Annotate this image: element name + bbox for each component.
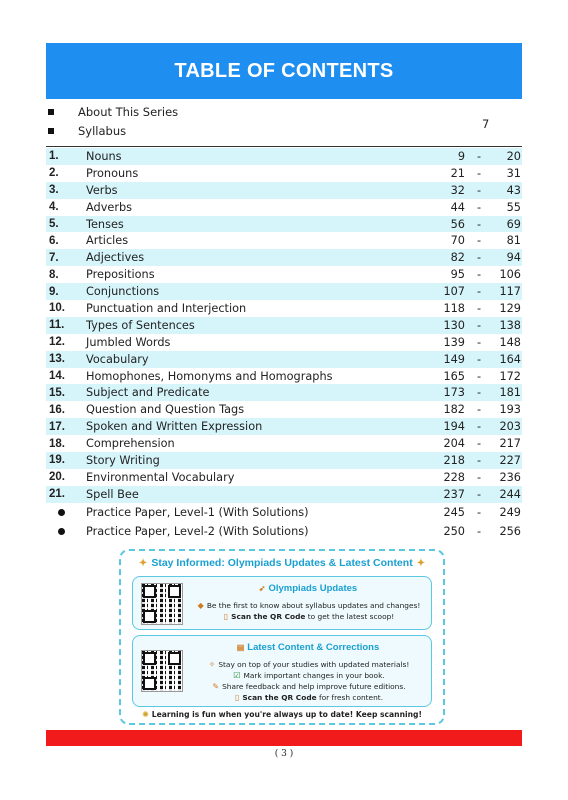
chapter-number: 13. bbox=[49, 353, 65, 366]
chapter-title: Verbs bbox=[86, 183, 118, 197]
qr-code-icon[interactable] bbox=[141, 650, 183, 692]
page-range-dash: - bbox=[476, 437, 482, 451]
start-page: 56 bbox=[450, 217, 465, 231]
end-page: 236 bbox=[499, 470, 521, 484]
phone-icon: ▯ bbox=[223, 612, 229, 621]
practice-paper-title: Practice Paper, Level-1 (With Solutions) bbox=[86, 505, 309, 519]
toc-row[interactable] bbox=[46, 384, 522, 401]
chapter-title: Articles bbox=[86, 234, 129, 248]
end-page: 164 bbox=[499, 352, 521, 366]
start-page: 21 bbox=[450, 166, 465, 180]
page-range-dash: - bbox=[476, 301, 482, 315]
books-icon: ▤ bbox=[236, 643, 245, 652]
toc-row[interactable] bbox=[46, 300, 522, 317]
panel-text: ☑ Mark important changes in your book. bbox=[233, 671, 385, 680]
lightbulb-icon: ✺ bbox=[142, 710, 149, 719]
page-range-dash: - bbox=[476, 234, 482, 248]
start-page: 9 bbox=[457, 149, 465, 163]
page-range-dash: - bbox=[476, 166, 482, 180]
rocket-icon: ➶ bbox=[258, 584, 266, 593]
chapter-title: Tenses bbox=[86, 217, 124, 231]
start-page: 165 bbox=[443, 369, 465, 383]
qr-code-icon[interactable] bbox=[141, 583, 183, 625]
end-page: 129 bbox=[499, 301, 521, 315]
chapter-number: 5. bbox=[49, 218, 59, 230]
page-range-dash: - bbox=[476, 251, 482, 265]
party-popper-icon: ✦ bbox=[138, 558, 148, 569]
chapter-number: 12. bbox=[49, 336, 65, 349]
start-page: 130 bbox=[443, 318, 465, 332]
chapter-title: Comprehension bbox=[86, 437, 175, 451]
panel-heading: ➶ Olympiads Updates bbox=[258, 583, 358, 594]
start-page: 32 bbox=[450, 183, 465, 197]
chapter-title: Story Writing bbox=[86, 453, 160, 467]
start-page: 250 bbox=[443, 524, 465, 538]
toc-row[interactable] bbox=[46, 401, 522, 418]
chapter-title: Types of Sentences bbox=[86, 318, 195, 332]
page-range-dash: - bbox=[476, 335, 482, 349]
header-banner bbox=[46, 43, 522, 99]
toc-row[interactable] bbox=[46, 334, 522, 351]
page-range-dash: - bbox=[476, 352, 482, 366]
end-page: 117 bbox=[499, 285, 521, 299]
square-bullet-icon bbox=[48, 109, 54, 115]
practice-paper-title: Practice Paper, Level-2 (With Solutions) bbox=[86, 524, 309, 538]
page-range-dash: - bbox=[476, 200, 482, 214]
chapter-title: Environmental Vocabulary bbox=[86, 470, 235, 484]
chapter-title: Pronouns bbox=[86, 166, 139, 180]
end-page: 203 bbox=[499, 420, 521, 434]
end-page: 94 bbox=[506, 251, 521, 265]
page-range-dash: - bbox=[476, 453, 482, 467]
divider bbox=[46, 146, 522, 147]
practice-paper-row[interactable] bbox=[46, 503, 522, 522]
toc-row[interactable] bbox=[46, 266, 522, 283]
footer-bar bbox=[46, 730, 522, 746]
page-number: ( 3 ) bbox=[274, 749, 294, 759]
toc-row[interactable] bbox=[46, 469, 522, 486]
chapter-title: Subject and Predicate bbox=[86, 386, 210, 400]
start-page: 95 bbox=[450, 268, 465, 282]
chapter-title: Question and Question Tags bbox=[86, 403, 245, 417]
start-page: 204 bbox=[443, 437, 465, 451]
end-page: 138 bbox=[499, 318, 521, 332]
chapter-number: 15. bbox=[49, 386, 65, 399]
bullet-cell bbox=[46, 528, 86, 535]
page-range-dash: - bbox=[476, 470, 482, 484]
chapter-title: Homophones, Homonyms and Homographs bbox=[86, 369, 333, 383]
updates-box bbox=[119, 549, 445, 725]
toc-row[interactable] bbox=[46, 418, 522, 435]
page-range-dash: - bbox=[476, 217, 482, 231]
chapter-number: 20. bbox=[49, 471, 65, 484]
toc-row[interactable] bbox=[46, 199, 522, 216]
toc-row[interactable] bbox=[46, 351, 522, 368]
toc-row[interactable] bbox=[46, 317, 522, 334]
chapter-number: 3. bbox=[49, 184, 59, 197]
page-range-dash: - bbox=[476, 285, 482, 299]
chapter-title: Punctuation and Interjection bbox=[86, 301, 247, 315]
end-page: 81 bbox=[506, 234, 521, 248]
memo-icon: ✎ bbox=[212, 682, 220, 691]
start-page: 245 bbox=[443, 505, 465, 519]
chapter-number: 10. bbox=[49, 302, 65, 315]
toc-row[interactable] bbox=[46, 216, 522, 233]
bullet-cell bbox=[46, 509, 86, 516]
start-page: 149 bbox=[443, 352, 465, 366]
start-page: 228 bbox=[443, 470, 465, 484]
start-page: 194 bbox=[443, 420, 465, 434]
toc-row[interactable] bbox=[46, 486, 522, 503]
chapter-title: Prepositions bbox=[86, 268, 155, 282]
chapter-number: 18. bbox=[49, 437, 65, 450]
start-page: 182 bbox=[443, 403, 465, 417]
end-page: 181 bbox=[499, 386, 521, 400]
round-bullet-icon bbox=[58, 528, 65, 535]
chapter-number: 8. bbox=[49, 268, 59, 281]
end-page: 43 bbox=[506, 183, 521, 197]
end-page: 244 bbox=[499, 487, 521, 501]
panel-text: ▯ Scan the QR Code for fresh content. bbox=[234, 693, 384, 702]
start-page: 44 bbox=[450, 200, 465, 214]
phone-icon: ▯ bbox=[234, 693, 240, 702]
chapter-title: Nouns bbox=[86, 149, 122, 163]
panel-text: ✎ Share feedback and help improve future editions. bbox=[212, 682, 406, 691]
panel-text: ✧ Stay on top of your studies with updated materials! bbox=[208, 660, 410, 669]
chapter-title: Jumbled Words bbox=[86, 335, 171, 349]
toc-row[interactable] bbox=[46, 435, 522, 452]
start-page: 237 bbox=[443, 487, 465, 501]
page-range-dash: - bbox=[476, 505, 482, 519]
intro-item[interactable] bbox=[46, 103, 178, 121]
end-page: 227 bbox=[499, 453, 521, 467]
round-bullet-icon bbox=[58, 509, 65, 516]
start-page: 70 bbox=[450, 234, 465, 248]
chapter-number: 6. bbox=[49, 234, 59, 247]
page-range-dash: - bbox=[476, 386, 482, 400]
toc-row[interactable] bbox=[46, 452, 522, 469]
intro-item[interactable] bbox=[46, 122, 126, 140]
page-range-dash: - bbox=[476, 524, 482, 538]
box-footer: ✺ Learning is fun when you're always up to date! Keep scanning! bbox=[142, 710, 422, 719]
chapter-number: 7. bbox=[49, 251, 59, 264]
end-page: 249 bbox=[499, 505, 521, 519]
page-range-dash: - bbox=[476, 369, 482, 383]
start-page: 118 bbox=[443, 301, 465, 315]
page-range-dash: - bbox=[476, 420, 482, 434]
toc-row[interactable] bbox=[46, 283, 522, 300]
chapter-title: Spell Bee bbox=[86, 487, 139, 501]
intro-section bbox=[46, 103, 522, 145]
page-range-dash: - bbox=[476, 268, 482, 282]
start-page: 139 bbox=[443, 335, 465, 349]
intro-item-label: Syllabus bbox=[78, 124, 127, 138]
end-page: 217 bbox=[499, 437, 521, 451]
latest-content-panel bbox=[132, 635, 432, 707]
chapter-number: 9. bbox=[49, 285, 59, 298]
intro-item-label: About This Series bbox=[78, 105, 179, 119]
checkbox-icon: ☑ bbox=[233, 671, 241, 680]
toc-row[interactable] bbox=[46, 182, 522, 199]
intro-page-number: 7 bbox=[482, 117, 490, 131]
party-popper-icon: ✦ bbox=[416, 558, 426, 569]
practice-paper-row[interactable] bbox=[46, 522, 522, 541]
chapter-title: Vocabulary bbox=[86, 352, 149, 366]
olympiads-updates-panel bbox=[132, 576, 432, 630]
chapter-number: 14. bbox=[49, 370, 65, 383]
start-page: 82 bbox=[450, 251, 465, 265]
chapter-number: 19. bbox=[49, 454, 65, 467]
chapter-title: Conjunctions bbox=[86, 285, 160, 299]
end-page: 106 bbox=[499, 268, 521, 282]
panel-heading: ▤ Latest Content & Corrections bbox=[236, 642, 380, 653]
chapter-title: Adverbs bbox=[86, 200, 133, 214]
box-title: ✦ Stay Informed: Olympiads Updates & Latest Content ✦ bbox=[138, 557, 426, 569]
chapter-number: 16. bbox=[49, 403, 65, 416]
start-page: 107 bbox=[443, 285, 465, 299]
page-range-dash: - bbox=[476, 403, 482, 417]
toc-list bbox=[46, 148, 522, 541]
end-page: 20 bbox=[506, 149, 521, 163]
end-page: 148 bbox=[499, 335, 521, 349]
chapter-number: 4. bbox=[49, 201, 59, 214]
chapter-number: 11. bbox=[49, 319, 65, 332]
chapter-number: 2. bbox=[49, 167, 59, 180]
toc-row[interactable] bbox=[46, 165, 522, 182]
sparkle-icon: ✧ bbox=[208, 660, 216, 669]
end-page: 172 bbox=[499, 369, 521, 383]
end-page: 256 bbox=[499, 524, 521, 538]
toc-row[interactable] bbox=[46, 368, 522, 385]
start-page: 218 bbox=[443, 453, 465, 467]
toc-row[interactable] bbox=[46, 232, 522, 249]
chapter-number: 17. bbox=[49, 420, 65, 433]
toc-row[interactable] bbox=[46, 249, 522, 266]
end-page: 69 bbox=[506, 217, 521, 231]
chapter-title: Adjectives bbox=[86, 251, 145, 265]
end-page: 193 bbox=[499, 403, 521, 417]
panel-text: ▯ Scan the QR Code to get the latest scoop! bbox=[223, 612, 395, 621]
toc-row[interactable] bbox=[46, 148, 522, 165]
end-page: 31 bbox=[506, 166, 521, 180]
square-bullet-icon bbox=[48, 128, 54, 134]
chapter-title: Spoken and Written Expression bbox=[86, 420, 263, 434]
panel-text: ◆ Be the first to know about syllabus updates and changes! bbox=[197, 601, 421, 610]
page-range-dash: - bbox=[476, 183, 482, 197]
end-page: 55 bbox=[506, 200, 521, 214]
chapter-number: 1. bbox=[49, 150, 59, 163]
megaphone-icon: ◆ bbox=[197, 601, 204, 610]
chapter-number: 21. bbox=[49, 488, 65, 501]
start-page: 173 bbox=[443, 386, 465, 400]
page-range-dash: - bbox=[476, 149, 482, 163]
page-title: TABLE OF CONTENTS bbox=[174, 59, 394, 82]
page-range-dash: - bbox=[476, 487, 482, 501]
page-range-dash: - bbox=[476, 318, 482, 332]
